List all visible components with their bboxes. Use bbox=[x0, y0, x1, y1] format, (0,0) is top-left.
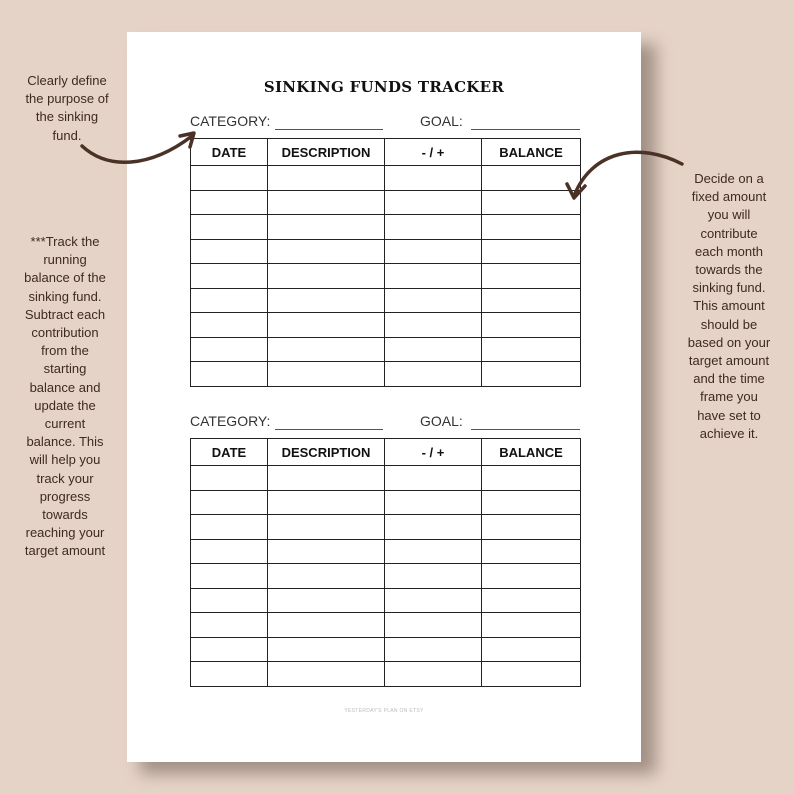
cell-balance[interactable] bbox=[482, 613, 581, 638]
cell-date[interactable] bbox=[191, 264, 268, 289]
cell-change[interactable] bbox=[385, 337, 482, 362]
category-input-line[interactable] bbox=[275, 429, 383, 430]
cell-balance[interactable] bbox=[482, 215, 581, 240]
cell-description[interactable] bbox=[268, 239, 385, 264]
cell-change[interactable] bbox=[385, 313, 482, 338]
cell-date[interactable] bbox=[191, 215, 268, 240]
cell-date[interactable] bbox=[191, 166, 268, 191]
tracker-page bbox=[127, 32, 641, 762]
cell-balance[interactable] bbox=[482, 337, 581, 362]
col-header-change: - / + bbox=[385, 439, 482, 466]
cell-balance[interactable] bbox=[482, 588, 581, 613]
table-row bbox=[191, 313, 581, 338]
table-row bbox=[191, 288, 581, 313]
cell-date[interactable] bbox=[191, 588, 268, 613]
cell-balance[interactable] bbox=[482, 662, 581, 687]
cell-date[interactable] bbox=[191, 337, 268, 362]
cell-date[interactable] bbox=[191, 466, 268, 491]
cell-change[interactable] bbox=[385, 490, 482, 515]
cell-description[interactable] bbox=[268, 637, 385, 662]
cell-balance[interactable] bbox=[482, 564, 581, 589]
cell-change[interactable] bbox=[385, 564, 482, 589]
cell-balance[interactable] bbox=[482, 539, 581, 564]
cell-change[interactable] bbox=[385, 662, 482, 687]
note-fixed-amount: Decide on a fixed amount you will contribute each month towards the sinking fund. This amount should be based on your target amount and the time frame you have set to achieve it. bbox=[687, 171, 771, 441]
table-row bbox=[191, 637, 581, 662]
cell-description[interactable] bbox=[268, 264, 385, 289]
cell-change[interactable] bbox=[385, 264, 482, 289]
tracker-table-1 bbox=[190, 138, 581, 387]
category-input-line[interactable] bbox=[275, 129, 383, 130]
cell-change[interactable] bbox=[385, 239, 482, 264]
cell-balance[interactable] bbox=[482, 239, 581, 264]
cell-date[interactable] bbox=[191, 637, 268, 662]
table-row bbox=[191, 588, 581, 613]
table-row bbox=[191, 215, 581, 240]
cell-date[interactable] bbox=[191, 564, 268, 589]
cell-description[interactable] bbox=[268, 215, 385, 240]
table-row bbox=[191, 564, 581, 589]
cell-description[interactable] bbox=[268, 564, 385, 589]
cell-date[interactable] bbox=[191, 539, 268, 564]
cell-description[interactable] bbox=[268, 190, 385, 215]
table-row bbox=[191, 337, 581, 362]
table-row bbox=[191, 539, 581, 564]
cell-description[interactable] bbox=[268, 166, 385, 191]
goal-input-line[interactable] bbox=[471, 429, 580, 430]
note-track-balance: ***Track the running balance of the sinking fund. Subtract each contribution from the starting balance and update the current balance. This will help you track your progress towards reaching your target amount bbox=[24, 234, 106, 559]
table-header-row bbox=[191, 139, 581, 166]
table-row bbox=[191, 166, 581, 191]
cell-description[interactable] bbox=[268, 490, 385, 515]
section-2-fields bbox=[190, 413, 580, 433]
cell-balance[interactable] bbox=[482, 166, 581, 191]
col-header-balance: BALANCE bbox=[482, 139, 581, 166]
cell-change[interactable] bbox=[385, 215, 482, 240]
cell-description[interactable] bbox=[268, 466, 385, 491]
cell-date[interactable] bbox=[191, 362, 268, 387]
page-title: SINKING FUNDS TRACKER bbox=[263, 78, 505, 96]
cell-balance[interactable] bbox=[482, 515, 581, 540]
cell-balance[interactable] bbox=[482, 490, 581, 515]
cell-description[interactable] bbox=[268, 588, 385, 613]
cell-date[interactable] bbox=[191, 613, 268, 638]
cell-description[interactable] bbox=[268, 613, 385, 638]
table-row bbox=[191, 362, 581, 387]
cell-change[interactable] bbox=[385, 515, 482, 540]
table-row bbox=[191, 264, 581, 289]
cell-balance[interactable] bbox=[482, 362, 581, 387]
table-row bbox=[191, 662, 581, 687]
cell-description[interactable] bbox=[268, 288, 385, 313]
table-header-row bbox=[191, 439, 581, 466]
cell-date[interactable] bbox=[191, 313, 268, 338]
shop-footer: YESTERDAY'S PLAN ON ETSY bbox=[344, 708, 424, 714]
cell-description[interactable] bbox=[268, 337, 385, 362]
cell-change[interactable] bbox=[385, 166, 482, 191]
cell-change[interactable] bbox=[385, 539, 482, 564]
col-header-date: DATE bbox=[191, 139, 268, 166]
col-header-balance: BALANCE bbox=[482, 439, 581, 466]
note-define-purpose: Clearly define the purpose of the sinking fund. bbox=[25, 73, 109, 143]
cell-date[interactable] bbox=[191, 662, 268, 687]
table-row bbox=[191, 613, 581, 638]
table-row bbox=[191, 490, 581, 515]
cell-change[interactable] bbox=[385, 588, 482, 613]
cell-change[interactable] bbox=[385, 637, 482, 662]
cell-change[interactable] bbox=[385, 466, 482, 491]
col-header-change: - / + bbox=[385, 139, 482, 166]
goal-label: GOAL: bbox=[420, 413, 463, 429]
goal-input-line[interactable] bbox=[471, 129, 580, 130]
cell-balance[interactable] bbox=[482, 466, 581, 491]
cell-description[interactable] bbox=[268, 539, 385, 564]
cell-balance[interactable] bbox=[482, 313, 581, 338]
cell-balance[interactable] bbox=[482, 190, 581, 215]
tracker-table-2 bbox=[190, 438, 581, 687]
cell-change[interactable] bbox=[385, 288, 482, 313]
cell-date[interactable] bbox=[191, 515, 268, 540]
table-row bbox=[191, 515, 581, 540]
cell-change[interactable] bbox=[385, 362, 482, 387]
cell-balance[interactable] bbox=[482, 264, 581, 289]
cell-balance[interactable] bbox=[482, 288, 581, 313]
cell-date[interactable] bbox=[191, 190, 268, 215]
cell-description[interactable] bbox=[268, 515, 385, 540]
cell-balance[interactable] bbox=[482, 637, 581, 662]
cell-date[interactable] bbox=[191, 288, 268, 313]
cell-change[interactable] bbox=[385, 613, 482, 638]
cell-description[interactable] bbox=[268, 362, 385, 387]
cell-change[interactable] bbox=[385, 190, 482, 215]
table-row bbox=[191, 239, 581, 264]
table-row bbox=[191, 190, 581, 215]
col-header-date: DATE bbox=[191, 439, 268, 466]
col-header-description: DESCRIPTION bbox=[268, 439, 385, 466]
cell-description[interactable] bbox=[268, 313, 385, 338]
col-header-description: DESCRIPTION bbox=[268, 139, 385, 166]
cell-description[interactable] bbox=[268, 662, 385, 687]
category-label: CATEGORY: bbox=[190, 113, 271, 129]
section-1-fields bbox=[190, 113, 580, 133]
table-row bbox=[191, 466, 581, 491]
cell-date[interactable] bbox=[191, 239, 268, 264]
category-label: CATEGORY: bbox=[190, 413, 271, 429]
cell-date[interactable] bbox=[191, 490, 268, 515]
goal-label: GOAL: bbox=[420, 113, 463, 129]
